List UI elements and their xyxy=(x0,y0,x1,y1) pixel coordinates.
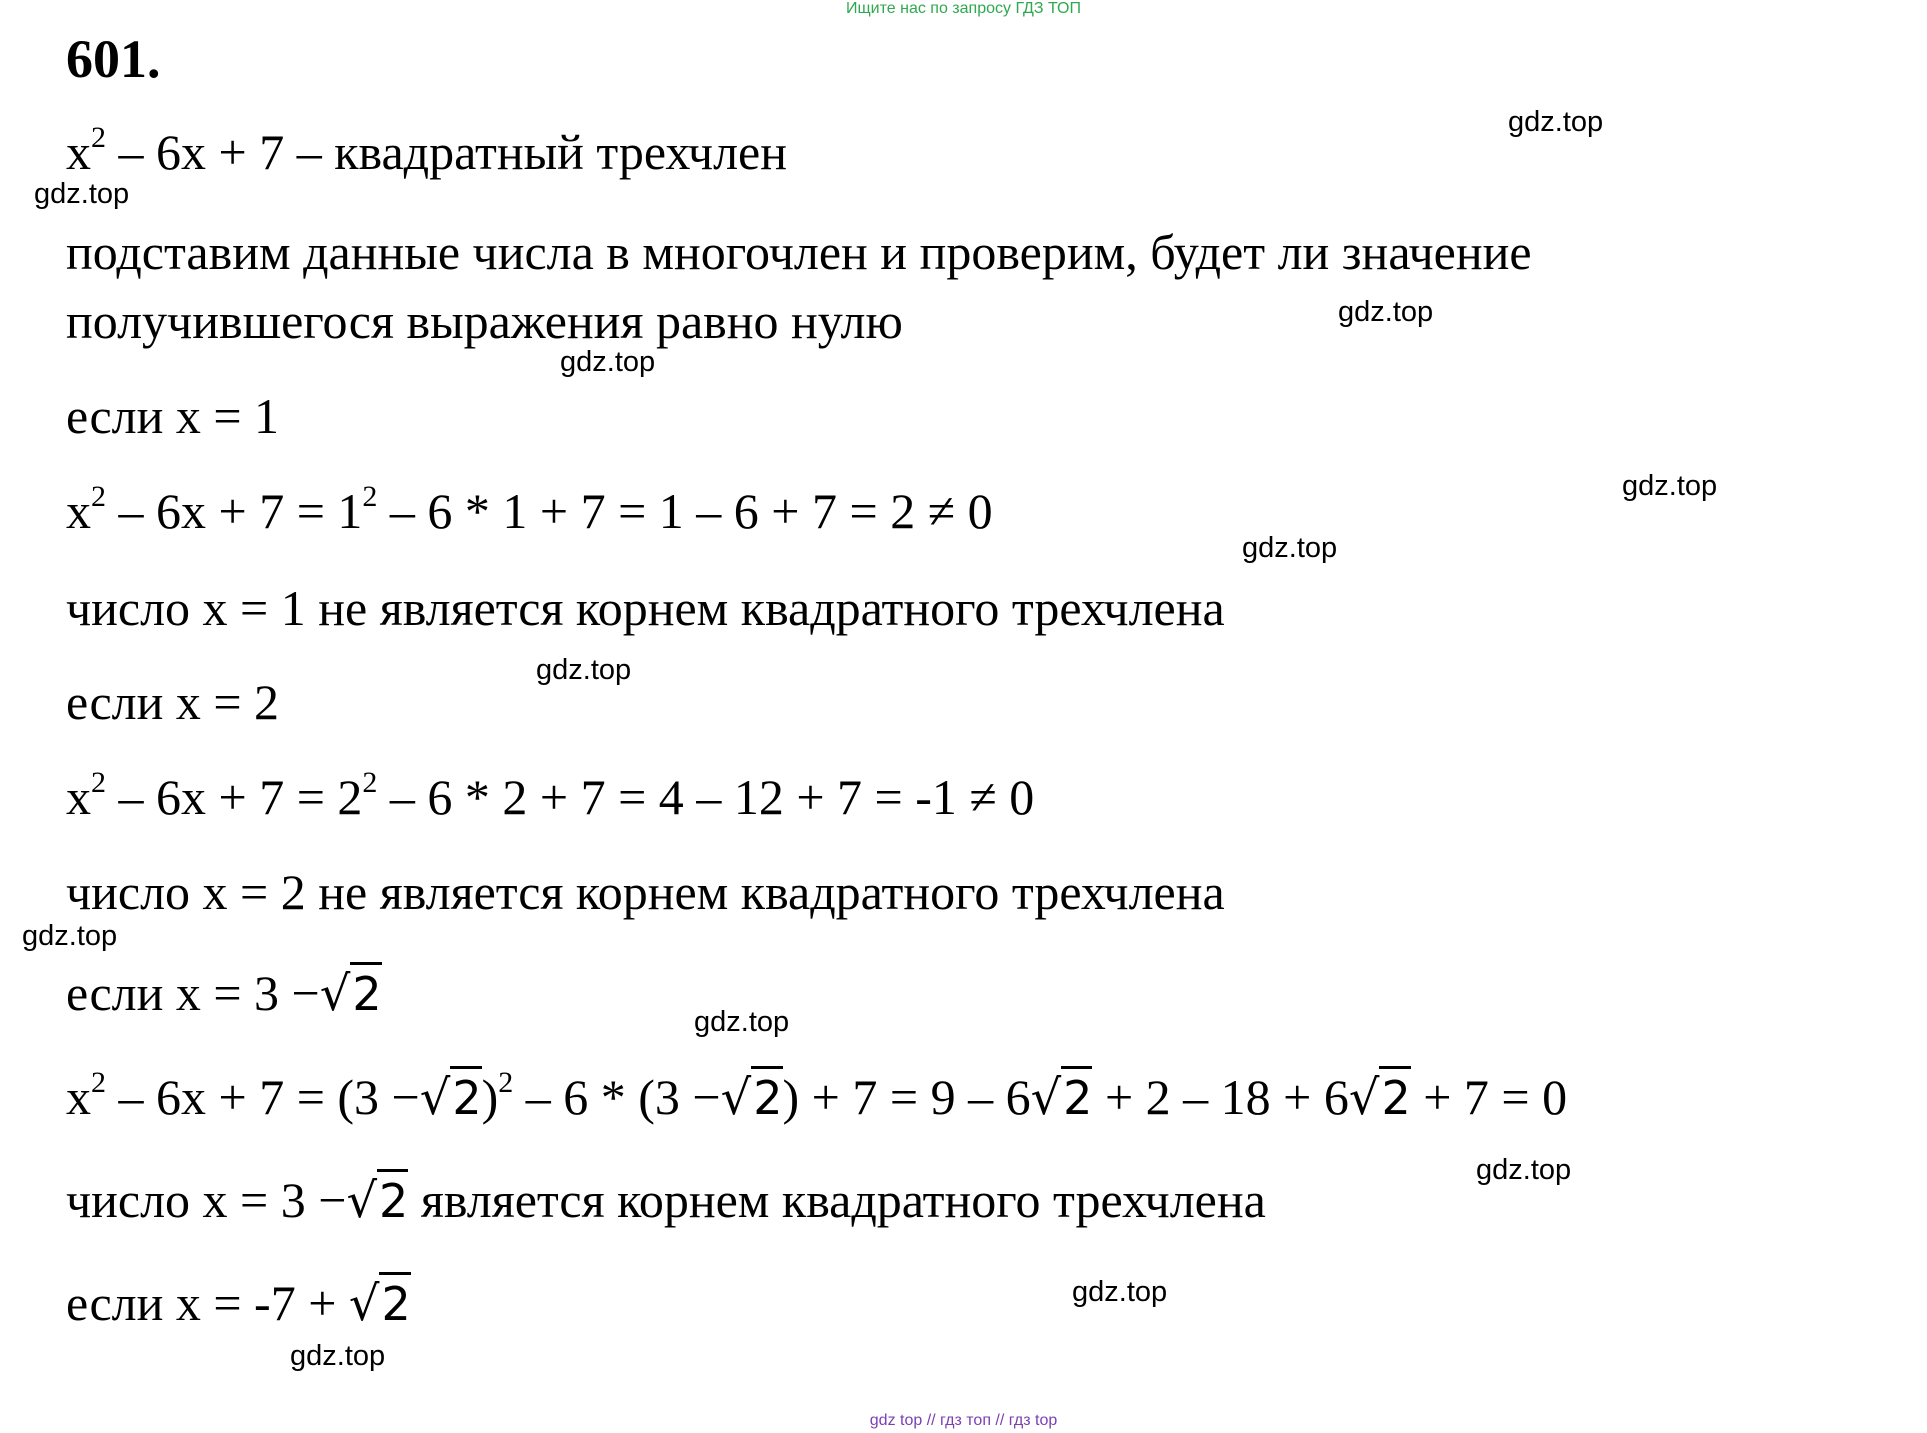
line-if-x-2: если x = 2 xyxy=(66,674,280,730)
watermark: gdz.top xyxy=(1476,1154,1572,1186)
line-result-x-2: число x = 2 не является корнем квадратного трехчлена xyxy=(66,864,1225,920)
watermark: gdz.top xyxy=(34,178,130,210)
line-instruction-1: подставим данные числа в многочлен и проверим, будет ли значение xyxy=(66,224,1532,280)
watermark: gdz.top xyxy=(560,346,656,378)
watermark: gdz.top xyxy=(536,654,632,686)
line-if-x-1: если x = 1 xyxy=(66,388,280,444)
line-instruction-2: получившегося выражения равно нулю xyxy=(66,293,903,349)
line-eval-x-3-minus-sqrt2: $x^2 - 6x + 7 = (3 -√2)^2 - 6 * (3 -√2) + 7 = 9 - 6√2 + 2 - 18 + 6√2 + 7 = 0$ xyxy=(66,1066,1568,1126)
line-eval-x-2: $x^2 - 6x + 7 = 2^2 - 6 * 2 + 7 = 4 - 12 + 7 = -1 \ne 0$ xyxy=(66,766,1035,825)
sqrt-2: √2 xyxy=(320,965,382,1021)
sqrt-2: √2 xyxy=(1349,1069,1411,1125)
watermark: gdz.top xyxy=(694,1006,790,1038)
footer-note: gdz top // гдз топ // гдз top xyxy=(869,1412,1058,1429)
line-trinomial: $x^2 - 6x + 7$ – квадратный трехчлен xyxy=(66,121,787,180)
watermark: gdz.top xyxy=(1622,470,1718,502)
line-result-x-1: число x = 1 не является корнем квадратного трехчлена xyxy=(66,580,1225,636)
problem-number: 601. xyxy=(66,29,161,89)
watermark: gdz.top xyxy=(22,920,118,952)
sqrt-2: √2 xyxy=(420,1069,482,1125)
watermark: gdz.top xyxy=(1508,106,1604,138)
sqrt-2: √2 xyxy=(721,1069,783,1125)
sqrt-2: √2 xyxy=(349,1275,411,1331)
line-result-x-3-minus-sqrt2: число x = 3 −√2 является корнем квадратного трехчлена xyxy=(66,1170,1266,1231)
line-if-x-3-minus-sqrt2: если x = 3 −√2 xyxy=(66,963,382,1024)
line-if-x-minus-7-plus-sqrt2: если x = -7 + √2 xyxy=(66,1273,411,1334)
watermark: gdz.top xyxy=(1338,296,1434,328)
watermark: gdz.top xyxy=(290,1340,386,1372)
watermark: gdz.top xyxy=(1072,1276,1168,1308)
sqrt-2: √2 xyxy=(346,1172,408,1228)
header-note: Ищите нас по запросу ГДЗ ТОП xyxy=(846,0,1081,17)
watermark: gdz.top xyxy=(1242,532,1338,564)
line-eval-x-1: $x^2 - 6x + 7 = 1^2 - 6 * 1 + 7 = 1 - 6 + 7 = 2 \ne 0$ xyxy=(66,480,993,539)
sqrt-2: √2 xyxy=(1031,1069,1093,1125)
